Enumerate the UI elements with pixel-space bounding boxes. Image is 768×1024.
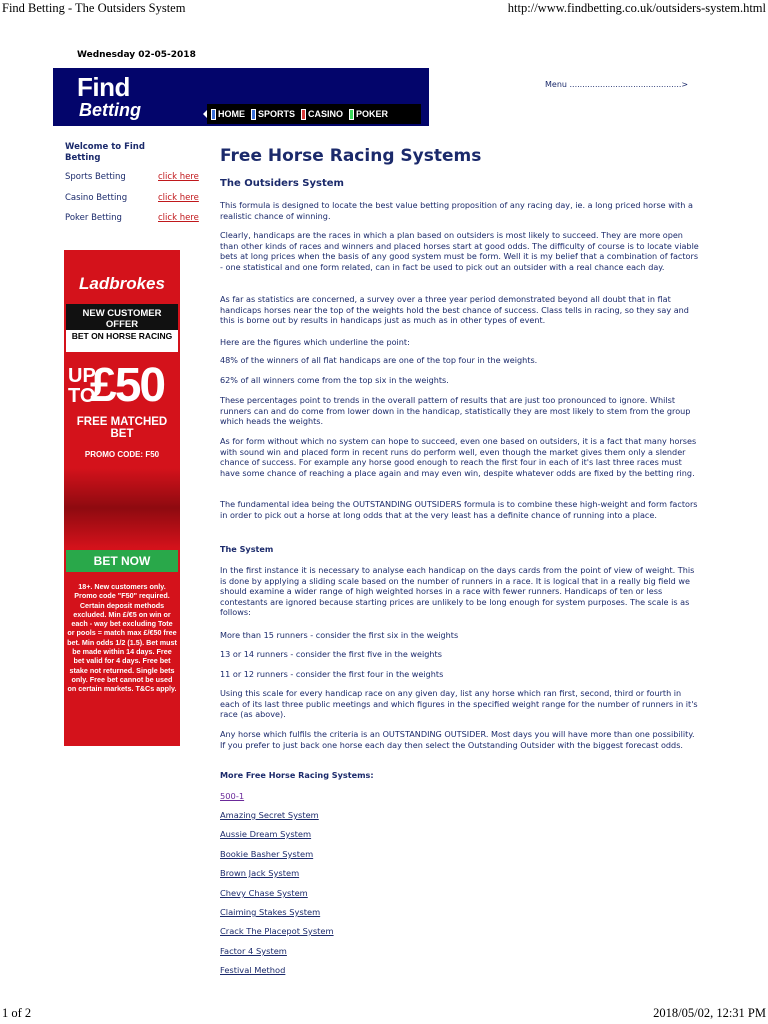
sidebar-label: Casino Betting [65, 193, 128, 203]
print-url: http://www.findbetting.co.uk/outsiders-system.html [507, 1, 766, 15]
paragraph: This formula is designed to locate the best value betting proposition of any racing day, ie. a long priced horse with a realistic chance of winning. [220, 200, 693, 221]
paragraph: 48% of the winners of all flat handicaps are one of the top four in the weights. [220, 355, 538, 365]
paragraph: 62% of all winners come from the top six in the weights. [220, 375, 449, 385]
ad-upto: UP TO [68, 365, 96, 407]
page-title: Free Horse Racing Systems [220, 146, 482, 166]
paragraph: The fundamental idea being the OUTSTANDING OUTSIDERS formula is to combine these high-weight and form factors in order to pick out a horse at long odds that at the very least has a definite chance of running into a place. [220, 499, 698, 520]
system-heading: The System [220, 544, 274, 554]
print-datetime: 2018/05/02, 12:31 PM [653, 1006, 766, 1020]
paragraph: More than 15 runners - consider the first six in the weights [220, 630, 459, 640]
paragraph: In the first instance it is necessary to analyse each handicap on the days cards from the point of view of weight. This is done by applying a sliding scale based on the number of runners in a race. It is logical that in a really big field we should examine a wider range of high weighted horses in a race with fewer runners. Handicaps of ten or less contestants are ignored because starting prices are unlikely to be long enough for system purposes. The scale is as follows: [220, 565, 695, 617]
paragraph: As far as statistics are concerned, a survey over a three year period demonstrated beyond all doubt that in flat handicaps horses near the top of the weights hold the best chance of success. Class tells in racing, so they say and this is borne out by results in handicaps just as much as in other types of event. [220, 294, 689, 325]
page-number: 1 of 2 [2, 1006, 32, 1020]
paragraph: As for form without which no system can hope to succeed, even one based on outsiders, it is a fact that many horses with sound win and placed form in recent runs do perform well, even though the market gives them only a slender chance of success. For example any horse good enough to reach the first four in each of it's last three races must have some chance of reaching a place again and may even win, despite whatever odds are fixed by the betting ring. [220, 436, 697, 478]
casino-icon [301, 109, 306, 120]
print-header [0, 0, 768, 18]
sidebar-row-sports [65, 172, 200, 182]
print-title: Find Betting - The Outsiders System [2, 1, 186, 15]
print-footer [0, 1006, 768, 1024]
ad-free-bet: FREE MATCHED BET [76, 416, 168, 440]
paragraph: Clearly, handicaps are the races in which a plan based on outsiders is most likely to succeed. They are more open than other kinds of races and winners and placed horses start at good odds. The difficulty of course is to locate viable bets at long prices when the basis of any good system must be form. Well it is my belief that a combination of factors - one statistical and one form related, can in fact be used to pick out an outsider with a real chance each day. [220, 230, 699, 272]
ad-promo-code: PROMO CODE: F50 [84, 450, 160, 459]
ad-offer: NEW CUSTOMER OFFER [66, 304, 178, 352]
site-banner [53, 68, 429, 126]
horse-image [64, 468, 180, 548]
system-link[interactable]: Claiming Stakes System [220, 907, 321, 917]
paragraph: Here are the figures which underline the point: [220, 337, 410, 347]
paragraph: Any horse which fulfils the criteria is an OUTSTANDING OUTSIDER. Most days you will have more than one possibility. If you prefer to just back one horse each day then select the Outstanding Outsider with the biggest forecast odds. [220, 729, 695, 750]
page-date: Wednesday 02-05-2018 [77, 50, 196, 60]
logo-find-text[interactable]: Find [77, 72, 130, 102]
sidebar-label: Poker Betting [65, 213, 122, 223]
system-link[interactable]: Brown Jack System [220, 868, 300, 878]
sidebar-link-casino[interactable]: click here [158, 193, 199, 203]
bet-now-button[interactable]: BET NOW [66, 550, 178, 572]
sidebar-welcome: Welcome to Find Betting [65, 142, 145, 163]
system-link[interactable]: Amazing Secret System [220, 810, 319, 820]
sidebar-link-sports[interactable]: click here [158, 172, 199, 182]
sidebar-row-poker [65, 213, 200, 223]
ad-amount: £50 [90, 359, 165, 412]
article-subtitle: The Outsiders System [220, 178, 344, 189]
ad-bet-on: BET ON HORSE RACING [66, 330, 178, 352]
logo-betting-text[interactable]: Betting [79, 100, 141, 120]
system-link[interactable]: Chevy Chase System [220, 888, 308, 898]
paragraph: These percentages point to trends in the overall pattern of results that are just too pronounced to ignore. Whilst runners can and do come from lower down in the handicap, statistically they are most likely to stem from the group which heads the weights. [220, 395, 691, 426]
nav-casino[interactable]: CASINO [301, 109, 343, 120]
sidebar-row-casino [65, 193, 200, 203]
poker-icon [349, 109, 354, 120]
sidebar-label: Sports Betting [65, 172, 126, 182]
system-link[interactable]: Aussie Dream System [220, 829, 312, 839]
sidebar-link-poker[interactable]: click here [158, 213, 199, 223]
ladbrokes-ad[interactable] [64, 250, 180, 746]
home-icon [211, 109, 216, 120]
system-link[interactable]: 500-1 [220, 791, 245, 801]
paragraph: Using this scale for every handicap race on any given day, list any horse which ran first, second, third or fourth in each of its last three public meetings and which figures in the specified weight range for the number of runners in it's race (as above). [220, 688, 698, 719]
system-link[interactable]: Bookie Basher System [220, 849, 314, 859]
system-link[interactable]: Crack The Placepot System [220, 926, 334, 936]
main-nav [207, 104, 421, 124]
ad-brand: Ladbrokes [79, 274, 165, 293]
more-systems-heading: More Free Horse Racing Systems: [220, 770, 374, 780]
nav-poker[interactable]: POKER [349, 109, 388, 120]
nav-home[interactable]: HOME [211, 109, 245, 120]
paragraph: 11 or 12 runners - consider the first four in the weights [220, 669, 444, 679]
menu-link[interactable]: Menu ............................................> [545, 80, 689, 89]
paragraph: 13 or 14 runners - consider the first five in the weights [220, 649, 442, 659]
sports-icon [251, 109, 256, 120]
system-link[interactable]: Factor 4 System [220, 946, 287, 956]
ad-terms: 18+. New customers only. Promo code "F50" required. Certain deposit methods excluded. Min £/€5 on win or each - way bet excluding Tote or pools = match max £/€50 free bet. Min odds 1/2 (1.5). Bet must be made within 14 days. Free bet valid for 4 days. Free bet stake not returned. Single bets only. Free bet cannot be used on certain markets. T&Cs apply. [67, 582, 177, 694]
nav-sports[interactable]: SPORTS [251, 109, 295, 120]
system-link[interactable]: Festival Method [220, 965, 286, 975]
